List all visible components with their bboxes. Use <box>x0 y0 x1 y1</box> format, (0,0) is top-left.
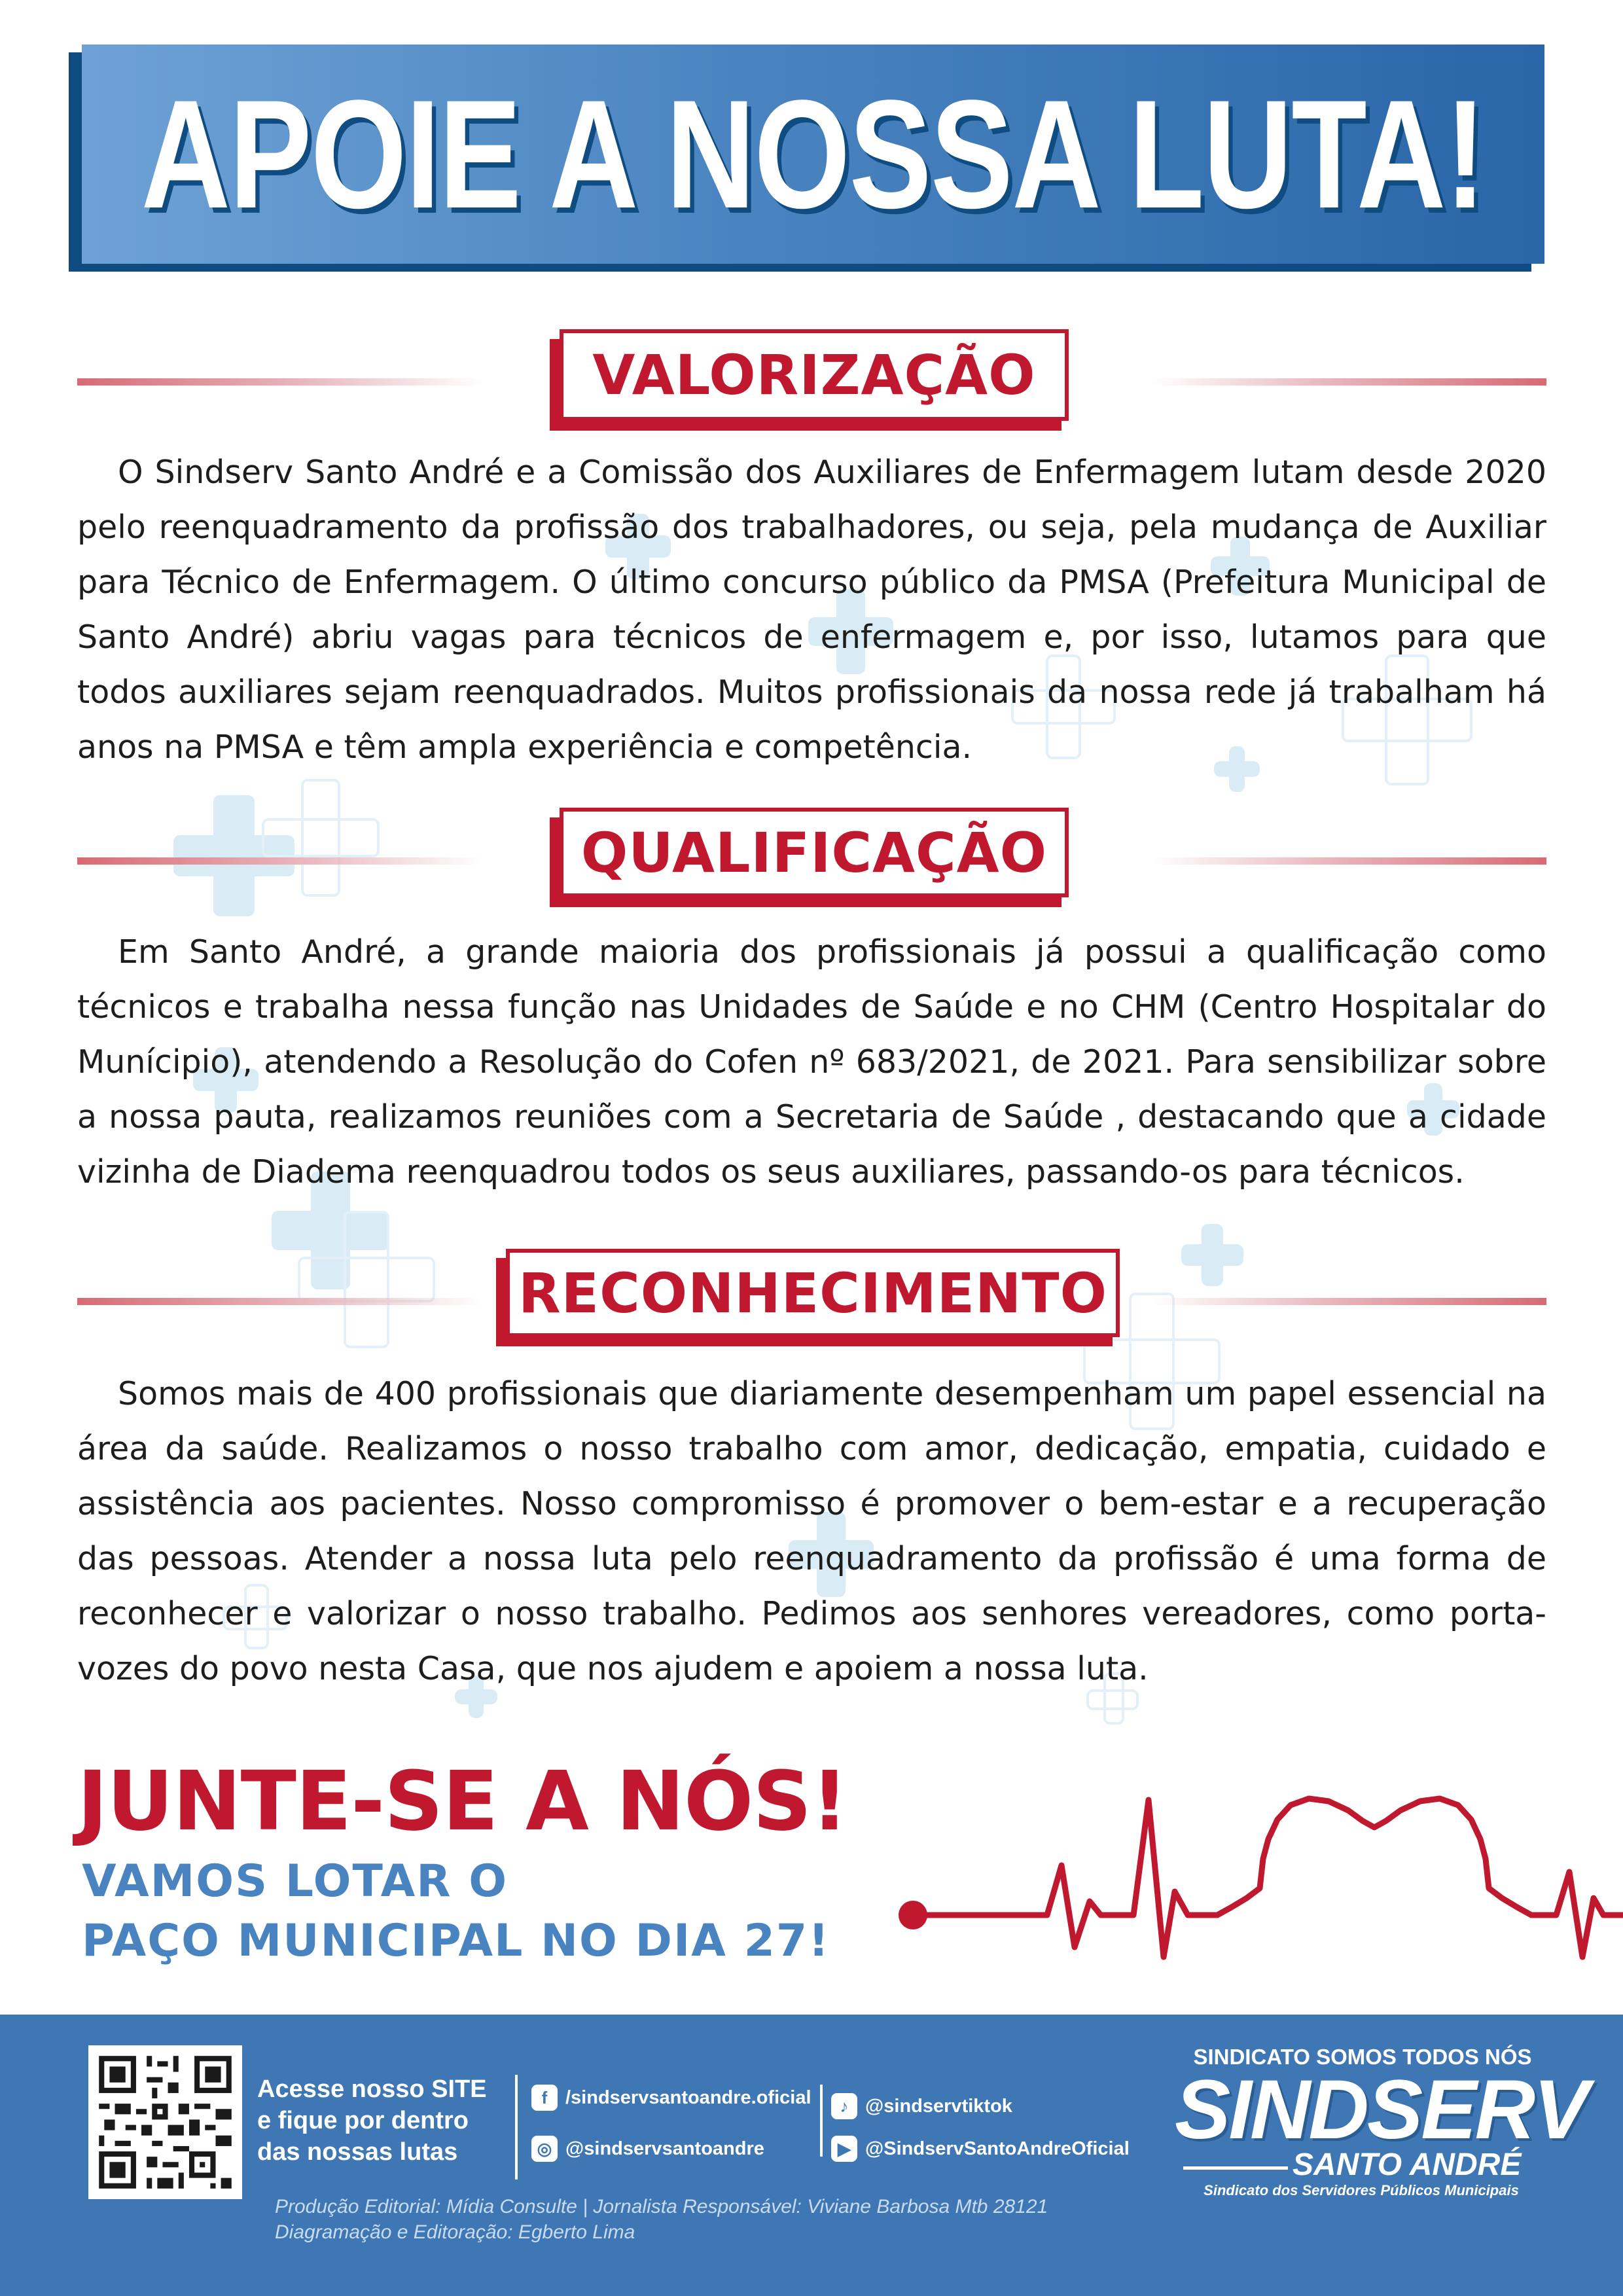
heading-rule-right <box>1152 378 1546 386</box>
logo-city: SANTO ANDRÉ <box>1293 2147 1522 2182</box>
site-callout <box>257 2073 506 2168</box>
paragraph-text: O Sindserv Santo André e a Comissão dos Auxiliares de Enfermagem lutam desde 2020 pelo reenquadramento da profissão dos trabalhadores, ou seja, pela mudança de Auxiliar para Técnico de Enfermagem. O último concurso público da PMSA (Prefeitura Municipal de Santo André) abriu vagas para técnicos de enfermagem e, por isso, lutamos para que todos auxiliares sejam reenquadrados. Muitos profissionais da nossa rede já trabalham há anos na PMSA e têm ampla experiência e competência. <box>77 454 1546 766</box>
tiktok-link[interactable] <box>831 2093 1012 2119</box>
heading-rule-left <box>77 1298 483 1305</box>
medical-cross-icon <box>262 779 380 897</box>
youtube-handle: @SindservSantoAndreOficial <box>865 2138 1130 2159</box>
site-line-2: e fique por dentro <box>257 2107 469 2134</box>
qr-code-graphic <box>88 2045 242 2199</box>
facebook-handle: /sindservsantoandre.oficial <box>565 2087 812 2108</box>
heading-rule-left <box>77 857 483 865</box>
heading-rule-right <box>1152 857 1546 865</box>
section-paragraph <box>77 445 1546 775</box>
page-title: APOIE A NOSSA LUTA! <box>141 67 1486 241</box>
medical-cross-icon <box>298 1211 435 1348</box>
section-heading: RECONHECIMENTO <box>518 1261 1107 1325</box>
logo-tagline: SINDICATO SOMOS TODOS NÓS <box>1193 2045 1532 2069</box>
section-heading: VALORIZAÇÃO <box>592 343 1036 407</box>
site-line-3: das nossas lutas <box>257 2138 458 2166</box>
heading-rule-left <box>77 378 483 386</box>
section-heading-box <box>560 808 1069 897</box>
credits-line-2: Diagramação e Editoração: Egberto Lima <box>275 2221 635 2243</box>
section-heading: QUALIFICAÇÃO <box>580 820 1048 885</box>
footer-divider <box>515 2075 518 2179</box>
site-line-1: Acesse nosso SITE <box>257 2075 487 2103</box>
paragraph-text: Somos mais de 400 profissionais que diariamente desempenham um papel essencial na área da saúde. Realizamos o nosso trabalho com amor, dedicação, empatia, cuidado e assistência aos pacientes. Nosso compromisso é promover o bem-estar e a recuperação das pessoas. Atender a nossa luta pelo reenquadramento da profissão é uma forma de reconhecer e valorizar o nosso trabalho. Pedimos aos senhores vereadores, como porta-vozes do povo nesta Casa, que nos ajudem e apoiem a nossa luta. <box>77 1375 1546 1687</box>
cta-line-2: PAÇO MUNICIPAL NO DIA 27! <box>82 1915 830 1967</box>
paragraph-text: Em Santo André, a grande maioria dos profissionais já possui a qualificação como técnicos e trabalha nessa função nas Unidades de Saúde e no CHM (Centro Hospitalar do Munícipio), atendendo a Resolução do Cofen nº 683/2021, de 2021. Para sensibilizar sobre a nossa pauta, realizamos reuniões com a Secretaria de Saúde , destacando que a cidade vizinha de Diadema reenquadrou todos os seus auxiliares, passando-os para técnicos. <box>77 933 1546 1191</box>
tiktok-icon: ♪ <box>831 2093 857 2119</box>
section-heading-box <box>506 1249 1120 1337</box>
cta-line-1: VAMOS LOTAR O <box>82 1856 508 1907</box>
instagram-link[interactable] <box>531 2136 764 2162</box>
heading-rule-right <box>1152 1298 1546 1305</box>
section-paragraph <box>77 925 1546 1200</box>
footer-divider <box>820 2085 823 2157</box>
youtube-link[interactable] <box>831 2136 1130 2162</box>
logo-description: Sindicato dos Servidores Públicos Municipais <box>1204 2182 1519 2198</box>
section-heading-box <box>560 329 1069 421</box>
tiktok-handle: @sindservtiktok <box>865 2095 1012 2117</box>
youtube-icon: ▶ <box>831 2136 857 2162</box>
instagram-icon: ◎ <box>531 2136 558 2162</box>
facebook-link[interactable] <box>531 2085 812 2111</box>
medical-cross-icon <box>1181 1224 1243 1286</box>
header-banner <box>82 45 1544 264</box>
cta-title: JUNTE-SE A NÓS! <box>77 1754 848 1849</box>
logo-rule <box>1183 2166 1288 2170</box>
qr-code-icon[interactable] <box>88 2045 242 2199</box>
logo-name: SINDSERV <box>1175 2063 1588 2157</box>
heartbeat-line-icon <box>890 1767 1623 2003</box>
section-paragraph <box>77 1367 1546 1696</box>
instagram-handle: @sindservsantoandre <box>565 2138 764 2159</box>
credits-line-1: Produção Editorial: Mídia Consulte | Jornalista Responsável: Viviane Barbosa Mtb 28121 <box>275 2196 1048 2217</box>
facebook-icon: f <box>531 2085 558 2111</box>
